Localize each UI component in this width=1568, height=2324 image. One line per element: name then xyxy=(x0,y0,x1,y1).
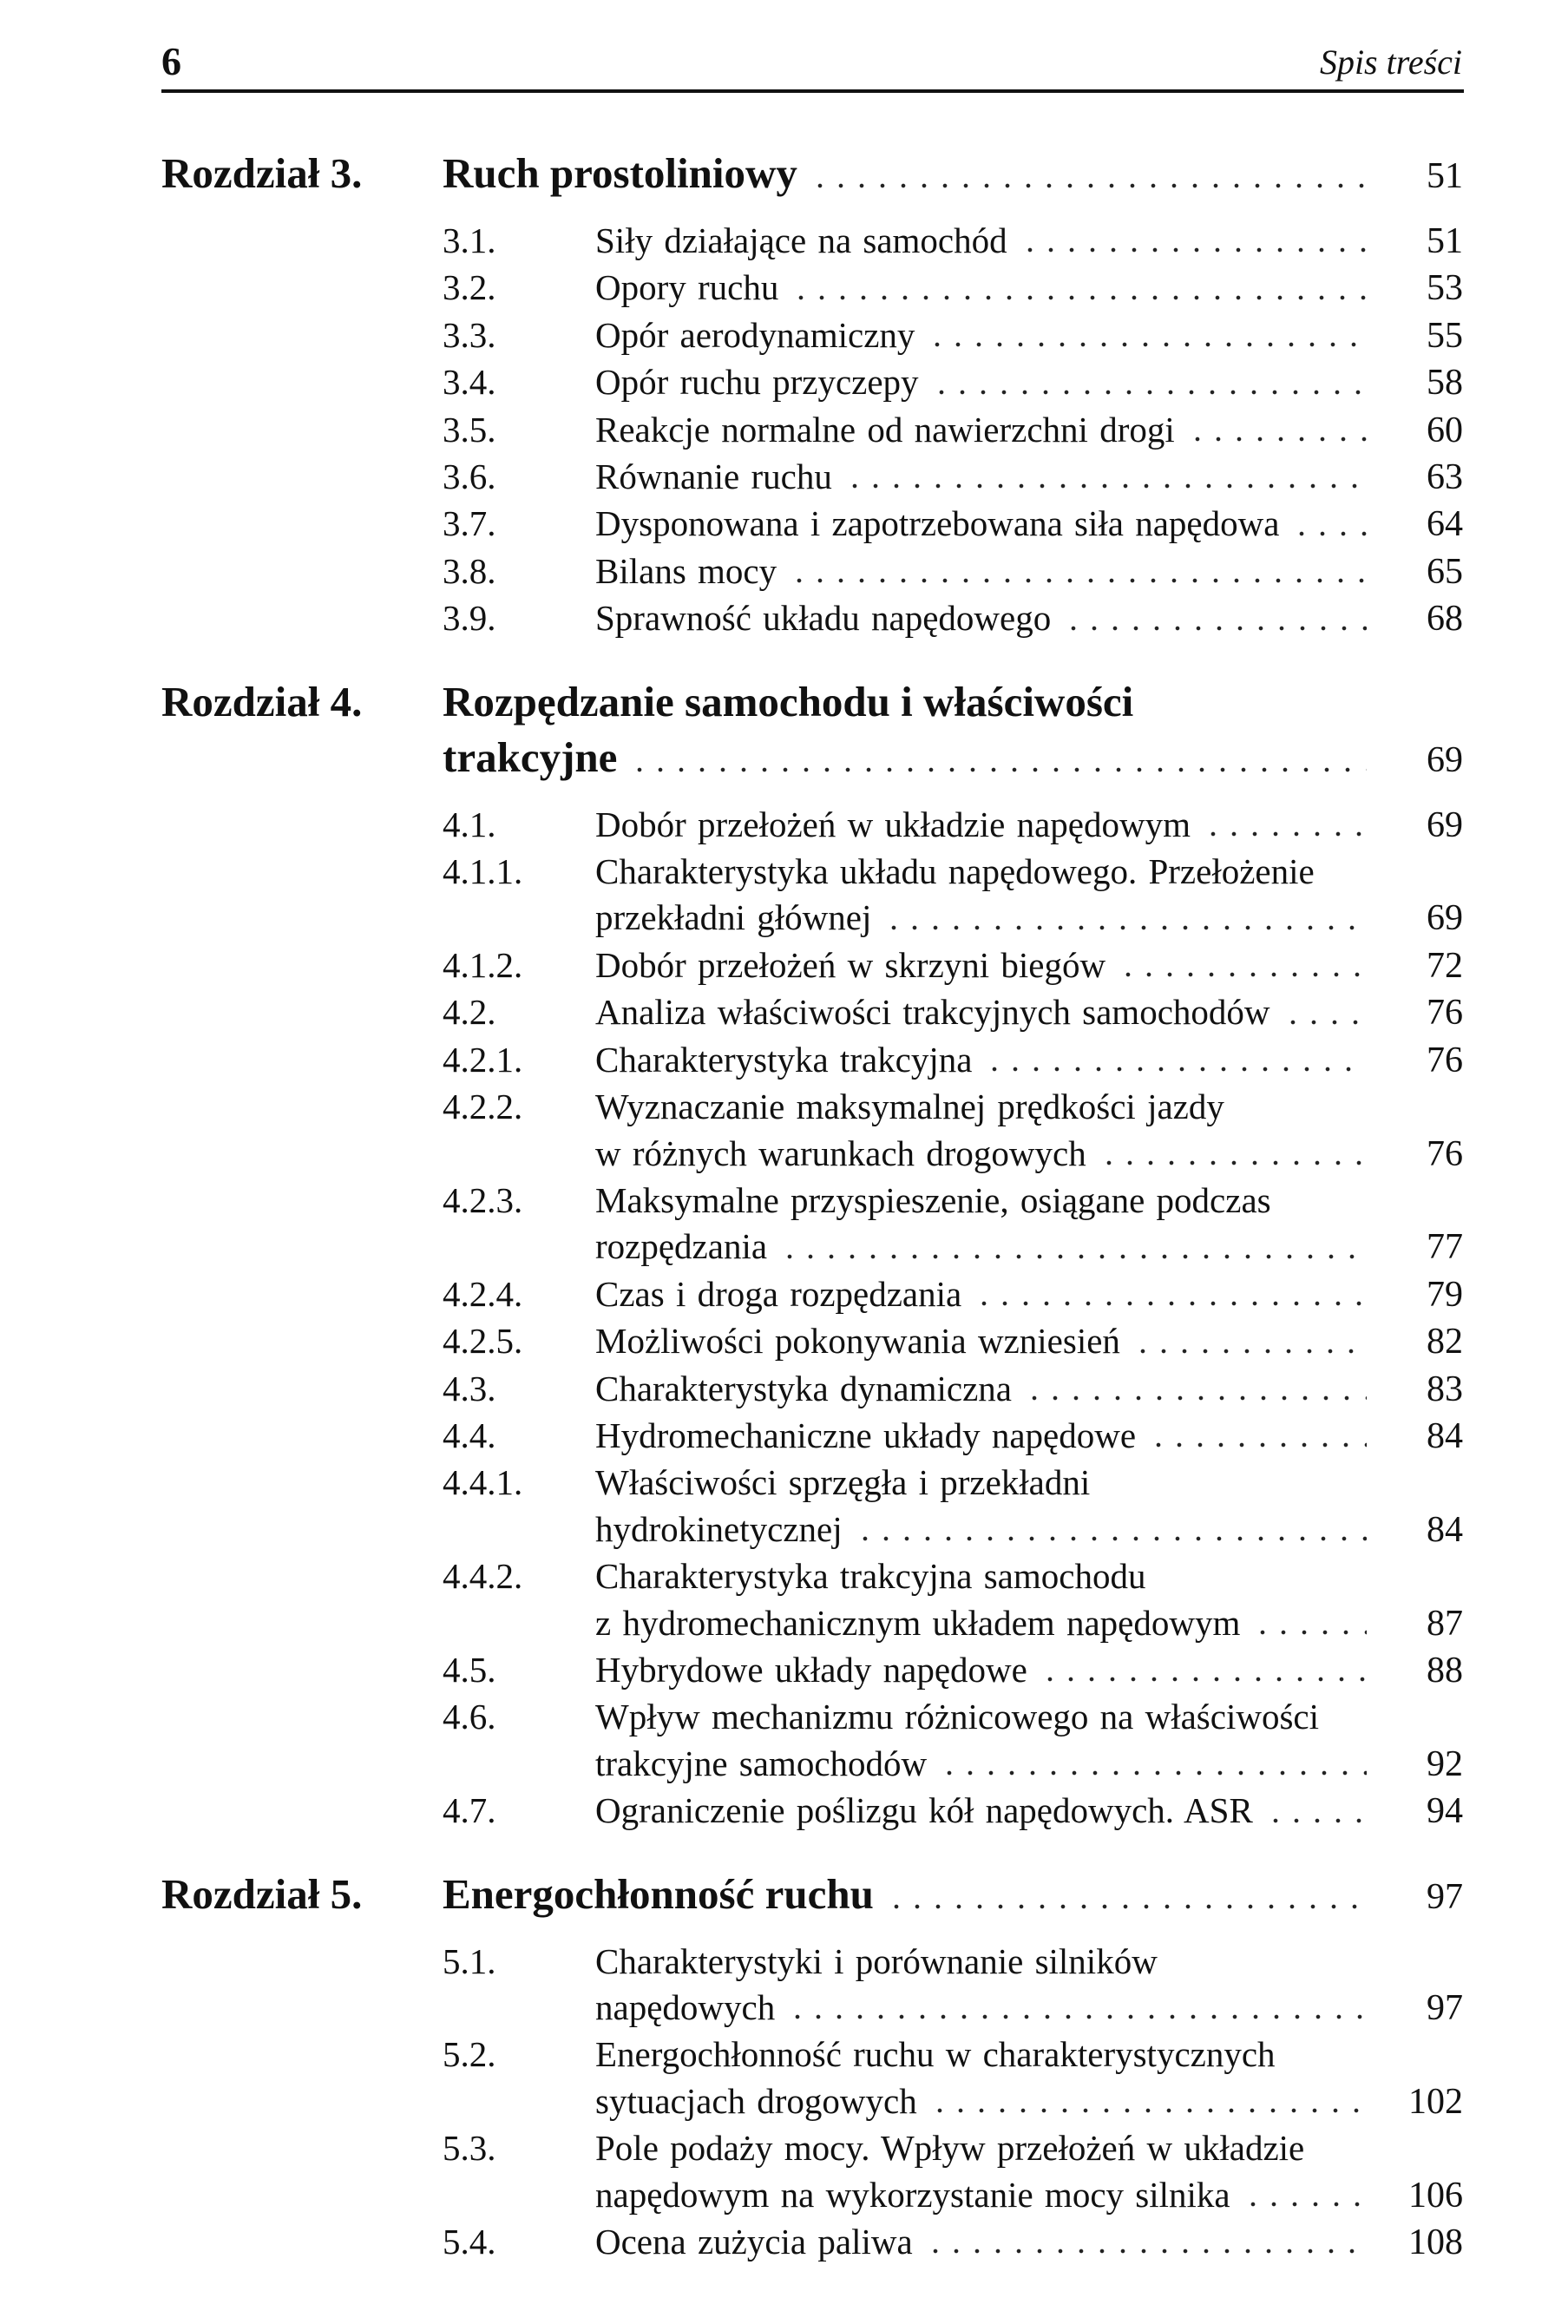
entry-text: Możliwości pokonywania wzniesień xyxy=(595,1321,1120,1362)
dot-leader xyxy=(1020,218,1367,265)
entry-body xyxy=(595,2125,1463,2219)
page-ref: 77 xyxy=(1427,1227,1463,1268)
entry-text: Dobór przełożeń w układzie napędowym xyxy=(595,804,1191,844)
chapter-title xyxy=(443,1867,1463,1925)
entry-text: Siły działające na samochód xyxy=(595,220,1007,260)
dot-leader xyxy=(789,548,1367,595)
page-ref: 53 xyxy=(1427,268,1463,309)
entry-line xyxy=(595,2172,1463,2219)
toc-entry[interactable] xyxy=(161,1553,1463,1647)
entry-line xyxy=(595,942,1463,989)
entry-body xyxy=(595,359,1463,406)
page-ref: 63 xyxy=(1427,457,1463,498)
toc-entry[interactable] xyxy=(161,1037,1463,1084)
chapter-section xyxy=(161,1867,1463,2267)
page-ref: 108 xyxy=(1408,2222,1463,2263)
dot-leader xyxy=(1187,407,1367,454)
dot-leader xyxy=(855,1507,1367,1553)
toc-entry[interactable] xyxy=(161,407,1463,454)
dot-leader xyxy=(929,2078,1367,2125)
entry-body xyxy=(595,1647,1463,1694)
entry-text: sytuacjach drogowych xyxy=(595,2080,917,2121)
entry-number: 4.7. xyxy=(443,1790,496,1831)
entry-text: Dysponowana i zapotrzebowana siła napędowa xyxy=(595,503,1280,544)
entry-text: Dobór przełożeń w skrzyni biegów xyxy=(595,944,1106,985)
dot-leader xyxy=(925,2219,1367,2266)
entry-line xyxy=(595,1788,1463,1835)
entry-text: z hydromechanicznym układem napędowym xyxy=(595,1602,1241,1643)
toc-entry[interactable] xyxy=(161,942,1463,989)
entry-body xyxy=(595,849,1463,942)
dot-leader xyxy=(984,1037,1367,1084)
entry-number: 5.3. xyxy=(443,2128,496,2169)
toc-entry[interactable] xyxy=(161,1647,1463,1694)
dot-leader xyxy=(1132,1318,1367,1365)
page-ref: 88 xyxy=(1427,1650,1463,1690)
dot-leader xyxy=(791,265,1367,312)
page-ref: 64 xyxy=(1427,504,1463,545)
toc-entry[interactable] xyxy=(161,1694,1463,1788)
page-ref: 76 xyxy=(1427,1133,1463,1174)
entry-body xyxy=(595,1271,1463,1318)
entry-number: 5.1. xyxy=(443,1940,496,1981)
chapter-title xyxy=(443,146,1463,204)
entry-text: Reakcje normalne od nawierzchni drogi xyxy=(595,409,1175,450)
entry-list xyxy=(161,802,1463,1835)
page-ref: 94 xyxy=(1427,1791,1463,1832)
dot-leader xyxy=(787,1985,1367,2032)
entry-number: 3.4. xyxy=(443,362,496,403)
entry-text: Bilans mocy xyxy=(595,550,777,591)
entry-number: 4.2. xyxy=(443,992,496,1033)
dot-leader xyxy=(931,359,1367,406)
entry-text: Charakterystyki i porównanie silników xyxy=(595,1940,1158,1981)
entry-body xyxy=(595,1084,1463,1178)
entry-number: 3.3. xyxy=(443,314,496,355)
toc-entry[interactable] xyxy=(161,1939,1463,2032)
entry-number: 3.7. xyxy=(443,503,496,544)
entry-body xyxy=(595,942,1463,989)
entry-text: hydrokinetycznej xyxy=(595,1508,843,1549)
dot-leader xyxy=(1099,1131,1367,1178)
entry-number: 4.2.3. xyxy=(443,1179,523,1220)
entry-line xyxy=(595,501,1463,548)
dot-leader xyxy=(1203,802,1367,849)
entry-number: 4.4.1. xyxy=(443,1462,523,1503)
entry-text: Charakterystyka trakcyjna xyxy=(595,1039,973,1080)
toc-entry[interactable] xyxy=(161,1413,1463,1460)
dot-leader xyxy=(810,146,1367,204)
entry-line xyxy=(595,1318,1463,1365)
entry-body xyxy=(595,1178,1463,1271)
toc-entry[interactable] xyxy=(161,548,1463,595)
page-ref: 76 xyxy=(1427,1040,1463,1080)
dot-leader xyxy=(974,1271,1367,1318)
page-ref: 84 xyxy=(1427,1415,1463,1456)
entry-number: 4.1.2. xyxy=(443,944,523,985)
entry-line xyxy=(595,218,1463,265)
entry-text: Analiza właściwości trakcyjnych samochodów xyxy=(595,992,1270,1033)
entry-body xyxy=(595,548,1463,595)
entry-text: Ocena zużycia paliwa xyxy=(595,2222,913,2262)
entry-body xyxy=(595,1366,1463,1413)
page-ref: 69 xyxy=(1427,898,1463,939)
entry-number: 4.3. xyxy=(443,1368,496,1408)
toc-entry[interactable] xyxy=(161,1271,1463,1318)
page-ref: 51 xyxy=(1427,221,1463,261)
toc-entry[interactable] xyxy=(161,2125,1463,2219)
page-ref: 79 xyxy=(1427,1274,1463,1315)
entry-number: 5.2. xyxy=(443,2034,496,2075)
entry-text: w różnych warunkach drogowych xyxy=(595,1132,1086,1173)
entry-body xyxy=(595,2219,1463,2266)
toc-entry[interactable] xyxy=(161,501,1463,548)
entry-number: 4.4. xyxy=(443,1415,496,1455)
chapter-title-line xyxy=(443,1867,1463,1925)
entry-text: napędowym na wykorzystanie mocy silnika xyxy=(595,2174,1230,2215)
toc-entry[interactable] xyxy=(161,312,1463,359)
chapter-label: Rozdział 3. xyxy=(161,149,363,197)
entry-number: 4.2.2. xyxy=(443,1087,523,1127)
entry-body xyxy=(595,1318,1463,1365)
entry-body xyxy=(595,1939,1463,2032)
entry-line xyxy=(595,1939,1463,1985)
page-ref: 55 xyxy=(1427,315,1463,356)
entry-line xyxy=(595,1553,1463,1599)
entry-line xyxy=(595,1084,1463,1130)
dot-leader xyxy=(1148,1413,1367,1460)
entry-body xyxy=(595,312,1463,359)
entry-line xyxy=(595,1694,1463,1740)
entry-line xyxy=(595,1271,1463,1318)
entry-line xyxy=(595,1507,1463,1553)
dot-leader xyxy=(886,1867,1367,1925)
entry-number: 4.1.1. xyxy=(443,851,523,892)
page-ref: 106 xyxy=(1408,2175,1463,2216)
entry-line xyxy=(595,802,1463,849)
entry-text: Wyznaczanie maksymalnej prędkości jazdy xyxy=(595,1087,1224,1127)
entry-text: napędowych xyxy=(595,1987,776,2027)
entry-body xyxy=(595,407,1463,454)
page-number: 6 xyxy=(161,39,181,83)
entry-number: 4.2.4. xyxy=(443,1273,523,1314)
page-ref: 102 xyxy=(1408,2081,1463,2122)
entry-text: Równanie ruchu xyxy=(595,456,832,497)
entry-line xyxy=(595,849,1463,895)
entry-body xyxy=(595,1460,1463,1553)
entry-text: rozpędzania xyxy=(595,1226,768,1267)
toc-entry[interactable] xyxy=(161,265,1463,312)
entry-number: 4.4.2. xyxy=(443,1556,523,1597)
entry-body xyxy=(595,2032,1463,2125)
entry-text: Pole podaży mocy. Wpływ przełożeń w układzie xyxy=(595,2128,1305,2169)
chapter-heading xyxy=(161,674,1463,788)
entry-text: Sprawność układu napędowego xyxy=(595,598,1052,639)
chapter-title-text: Rozpędzanie samochodu i właściwości xyxy=(443,677,1134,725)
entry-body xyxy=(595,501,1463,548)
chapter-title-line xyxy=(443,146,1463,204)
dot-leader xyxy=(1063,595,1367,642)
entry-body xyxy=(595,989,1463,1036)
entry-text: Opory ruchu xyxy=(595,267,779,308)
entry-line xyxy=(595,1131,1463,1178)
entry-line xyxy=(595,1647,1463,1694)
toc-entry[interactable] xyxy=(161,802,1463,849)
entry-text: Czas i droga rozpędzania xyxy=(595,1273,962,1314)
toc-entry[interactable] xyxy=(161,2219,1463,2266)
entry-number: 4.6. xyxy=(443,1697,496,1737)
chapter-heading xyxy=(161,1867,1463,1925)
toc-entry[interactable] xyxy=(161,2032,1463,2125)
dot-leader xyxy=(629,730,1367,788)
entry-body xyxy=(595,1553,1463,1647)
page-ref: 68 xyxy=(1427,599,1463,640)
page-ref: 82 xyxy=(1427,1322,1463,1362)
entry-number: 4.2.5. xyxy=(443,1321,523,1362)
toc-entry[interactable] xyxy=(161,359,1463,406)
entry-body xyxy=(595,265,1463,312)
dot-leader xyxy=(883,895,1367,942)
entry-line xyxy=(595,454,1463,501)
toc-entry[interactable] xyxy=(161,595,1463,642)
dot-leader xyxy=(1265,1788,1367,1835)
dot-leader xyxy=(844,454,1367,501)
entry-number: 4.5. xyxy=(443,1649,496,1690)
page-ref: 72 xyxy=(1427,945,1463,986)
header-rule xyxy=(161,89,1464,93)
entry-number: 3.5. xyxy=(443,409,496,450)
entry-body xyxy=(595,802,1463,849)
entry-line xyxy=(595,1460,1463,1506)
entry-text: przekładni głównej xyxy=(595,897,872,938)
chapter-section xyxy=(161,674,1463,1835)
toc-entry[interactable] xyxy=(161,1460,1463,1553)
toc-entry[interactable] xyxy=(161,1366,1463,1413)
entry-line xyxy=(595,2125,1463,2171)
entry-text: trakcyjne samochodów xyxy=(595,1743,928,1783)
chapter-title-line xyxy=(443,674,1463,730)
entry-line xyxy=(595,2078,1463,2125)
chapter-section xyxy=(161,146,1463,643)
page-ref: 51 xyxy=(1427,156,1463,196)
page-ref: 76 xyxy=(1427,993,1463,1034)
entry-number: 3.1. xyxy=(443,220,496,260)
entry-line xyxy=(595,595,1463,642)
toc-entry[interactable] xyxy=(161,454,1463,501)
entry-line xyxy=(595,1741,1463,1788)
page-ref: 69 xyxy=(1427,804,1463,845)
page-ref: 83 xyxy=(1427,1369,1463,1409)
toc-entry[interactable] xyxy=(161,1084,1463,1178)
entry-list xyxy=(161,1939,1463,2267)
entry-text: Charakterystyka układu napędowego. Przełożenie xyxy=(595,851,1315,892)
entry-text: Wpływ mechanizmu różnicowego na właściwości xyxy=(595,1697,1320,1737)
page-ref: 60 xyxy=(1427,410,1463,450)
entry-body xyxy=(595,1037,1463,1084)
entry-line xyxy=(595,2219,1463,2266)
entry-line xyxy=(595,1037,1463,1084)
entry-body xyxy=(595,1694,1463,1788)
page-ref: 69 xyxy=(1427,739,1463,780)
page-ref: 92 xyxy=(1427,1743,1463,1784)
entry-text: Charakterystyka dynamiczna xyxy=(595,1368,1013,1408)
entry-body xyxy=(595,1788,1463,1835)
page-ref: 58 xyxy=(1427,363,1463,404)
toc-entry[interactable] xyxy=(161,218,1463,265)
entry-line xyxy=(595,548,1463,595)
entry-number: 3.9. xyxy=(443,598,496,639)
entry-text: Charakterystyka trakcyjna samochodu xyxy=(595,1556,1146,1597)
toc-entry[interactable] xyxy=(161,989,1463,1036)
entry-text: Ruch prostoliniowy xyxy=(443,149,797,197)
entry-text: Hybrydowe układy napędowe xyxy=(595,1649,1027,1690)
entry-line xyxy=(595,312,1463,359)
entry-number: 3.6. xyxy=(443,456,496,497)
entry-line xyxy=(595,1985,1463,2032)
chapter-title xyxy=(443,674,1463,788)
dot-leader xyxy=(1283,989,1367,1036)
dot-leader xyxy=(1024,1366,1367,1413)
chapter-heading xyxy=(161,146,1463,204)
entry-text: Opór ruchu przyczepy xyxy=(595,362,919,403)
entry-line xyxy=(595,1224,1463,1270)
running-title: Spis treści xyxy=(1319,43,1462,82)
entry-text: Właściwości sprzęgła i przekładni xyxy=(595,1462,1091,1503)
entry-list xyxy=(161,218,1463,643)
entry-line xyxy=(595,265,1463,312)
table-of-contents xyxy=(161,146,1463,2266)
dot-leader xyxy=(1252,1600,1367,1647)
dot-leader xyxy=(1291,501,1367,548)
entry-line xyxy=(595,895,1463,942)
entry-number: 4.2.1. xyxy=(443,1039,523,1080)
entry-body xyxy=(595,454,1463,501)
entry-line xyxy=(595,1178,1463,1224)
entry-number: 4.1. xyxy=(443,804,496,844)
entry-line xyxy=(595,407,1463,454)
dot-leader xyxy=(779,1224,1367,1270)
toc-entry[interactable] xyxy=(161,1318,1463,1365)
page-ref: 65 xyxy=(1427,551,1463,592)
entry-line xyxy=(595,359,1463,406)
page-ref: 84 xyxy=(1427,1509,1463,1550)
entry-text: Energochłonność ruchu w charakterystycznych xyxy=(595,2034,1276,2075)
dot-leader xyxy=(939,1741,1367,1788)
entry-body xyxy=(595,1413,1463,1460)
chapter-label: Rozdział 5. xyxy=(161,1869,363,1918)
entry-text: trakcyjne xyxy=(443,732,618,781)
toc-entry[interactable] xyxy=(161,1178,1463,1271)
entry-text: Energochłonność ruchu xyxy=(443,1869,874,1918)
entry-number: 5.4. xyxy=(443,2222,496,2262)
entry-number: 3.2. xyxy=(443,267,496,308)
page-ref: 97 xyxy=(1427,1876,1463,1917)
toc-entry[interactable] xyxy=(161,1788,1463,1835)
entry-line xyxy=(595,1366,1463,1413)
entry-line xyxy=(595,2032,1463,2078)
chapter-title-line xyxy=(443,730,1463,788)
entry-text: Hydromechaniczne układy napędowe xyxy=(595,1415,1137,1455)
entry-line xyxy=(595,989,1463,1036)
entry-text: Maksymalne przyspieszenie, osiągane podczas xyxy=(595,1179,1271,1220)
dot-leader xyxy=(1243,2172,1367,2219)
toc-entry[interactable] xyxy=(161,849,1463,942)
entry-text: Opór aerodynamiczny xyxy=(595,314,915,355)
entry-line xyxy=(595,1600,1463,1647)
entry-number: 3.8. xyxy=(443,550,496,591)
page-ref: 97 xyxy=(1427,1988,1463,2028)
entry-line xyxy=(595,1413,1463,1460)
dot-leader xyxy=(1040,1647,1367,1694)
entry-body xyxy=(595,218,1463,265)
page-ref: 87 xyxy=(1427,1603,1463,1644)
entry-text: Ograniczenie poślizgu kół napędowych. ASR xyxy=(595,1790,1253,1831)
dot-leader xyxy=(1118,942,1367,989)
entry-body xyxy=(595,595,1463,642)
dot-leader xyxy=(927,312,1367,359)
chapter-label: Rozdział 4. xyxy=(161,677,363,725)
